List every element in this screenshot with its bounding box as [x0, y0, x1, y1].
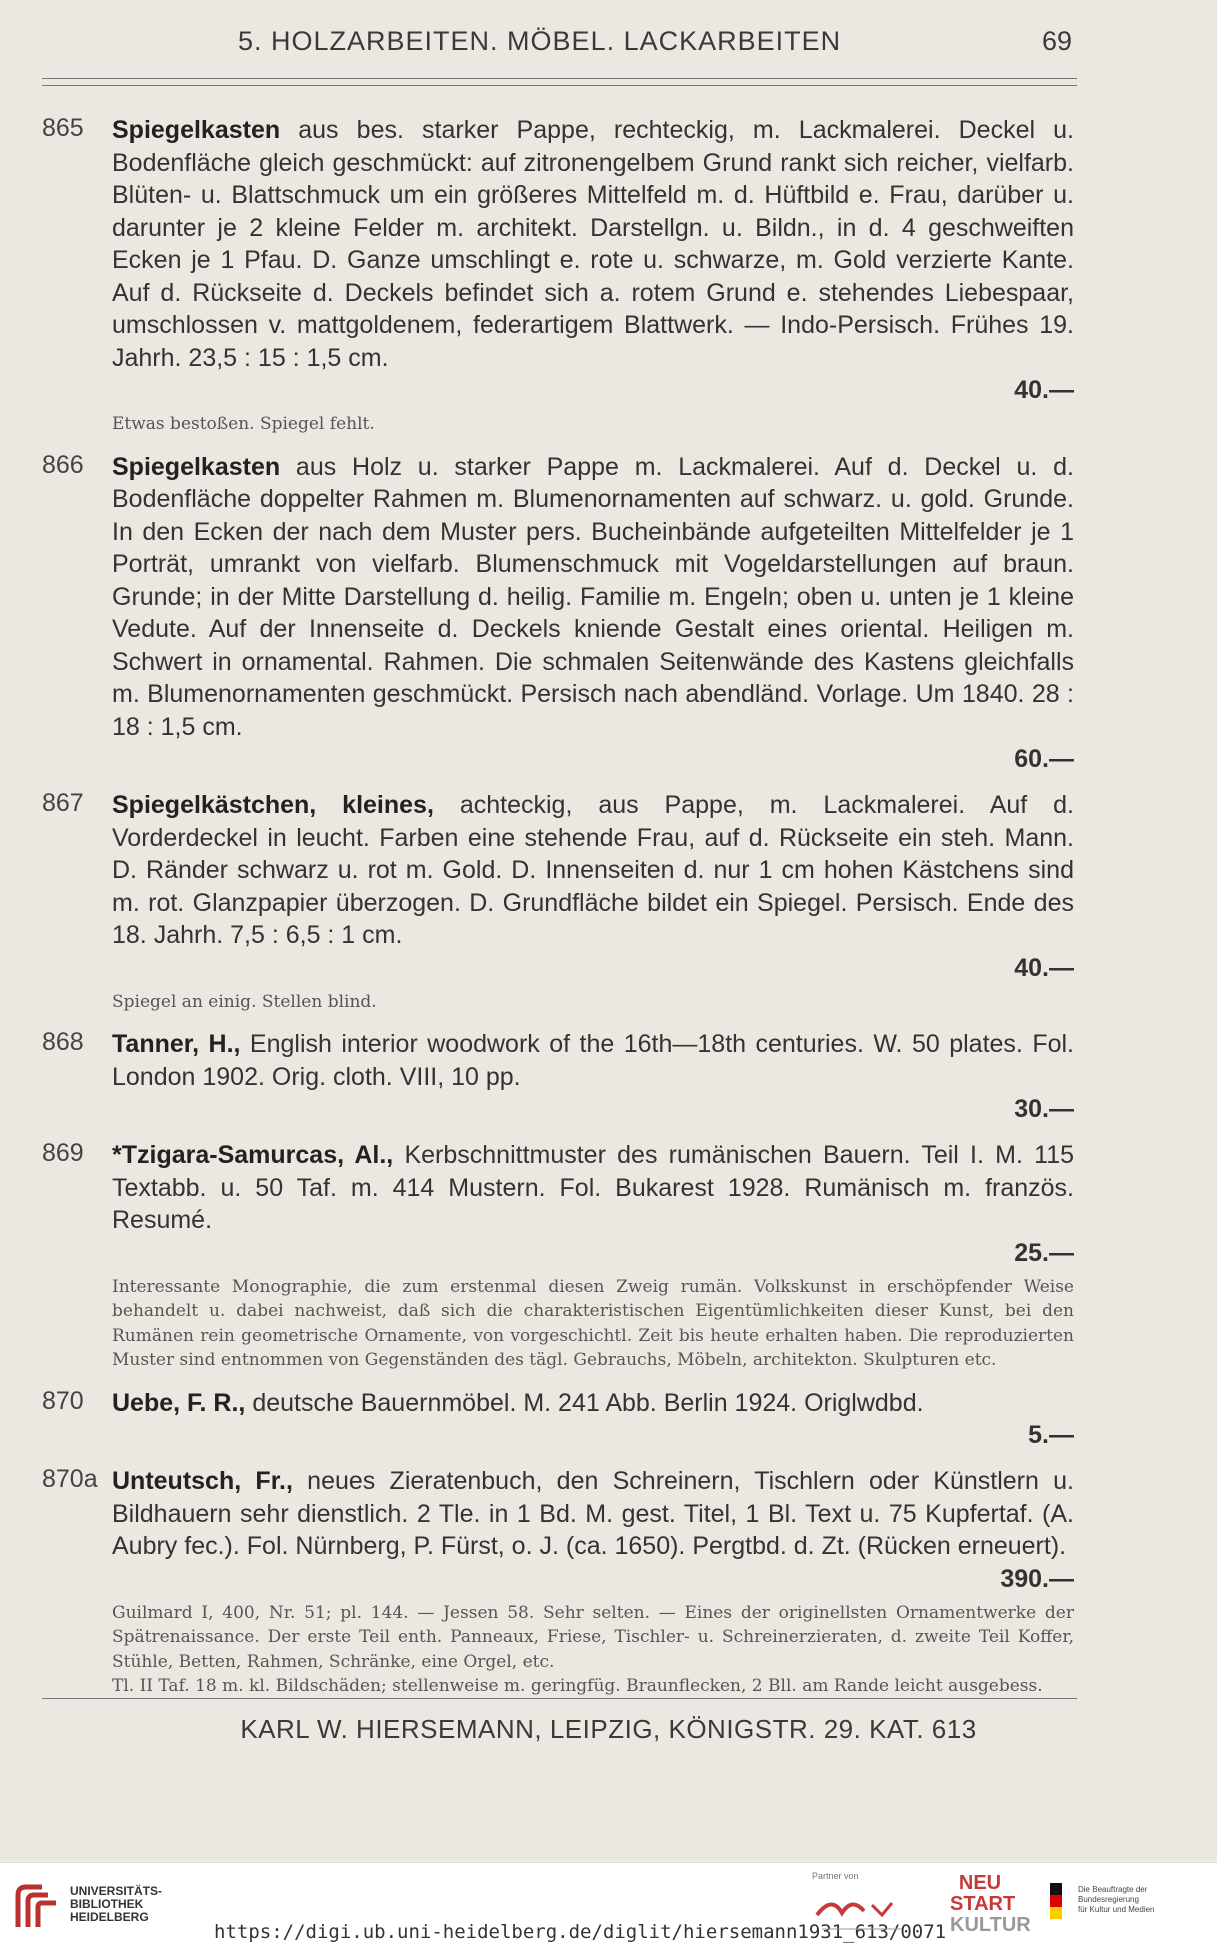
entry-title: Unteutsch, Fr.,	[112, 1467, 293, 1495]
partner-label: Partner von	[812, 1871, 859, 1881]
entry-note	[112, 1275, 1074, 1373]
entry-title: Spiegelkästchen, kleines,	[112, 791, 434, 819]
neustart-line: NEU	[958, 1872, 1002, 1894]
lot-number: 870a	[42, 1465, 98, 1493]
entry-title: Spiegelkasten	[112, 116, 281, 144]
entry-description	[112, 1465, 1074, 1595]
running-head: 5. HOLZARBEITEN. MÖBEL. LACKARBEITEN	[238, 26, 842, 56]
neustart-line: KULTUR	[950, 1914, 1031, 1936]
entry-body-text: aus Holz u. starker Pappe m. Lackmalerei. Auf d. Deckel u. d. Bodenfläche doppelter Rahmen m. Blumenornamenten auf schwarz. u. gold. Grunde. In den Ecken der nach dem Muster pers. Bucheinbände aufgeteilten Mittelfelder je 1 Porträt, umrankt von vielfarb. Blumenschmuck mit Vogeldarstellungen auf braun. Grunde; in der Mitte Darstellung d. heilig. Familie m. Engeln; oben u. unten je 1 kleine Vedute. Auf der Innenseite d. Deckels kniende Gestalt eines oriental. Heiligen m. Schwert in ornamental. Rahmen. Die schmalen Seitenwände des Kastens gleichfalls m. Blumenornamenten geschmückt. Persisch nach abendländ. Vorlage. Um 1840. 28 : 18 : 1,5 cm.	[112, 452, 1074, 741]
bund-text	[1078, 1885, 1208, 1915]
entry-note	[112, 412, 1074, 437]
bund-text-line: für Kultur und Medien	[1078, 1905, 1155, 1914]
entry-description	[112, 451, 1074, 776]
catalog-entry	[0, 789, 1217, 1014]
ub-heidelberg-logo-icon[interactable]	[12, 1881, 64, 1933]
entry-description	[112, 1139, 1074, 1269]
catalog-entry	[0, 1465, 1217, 1699]
library-name	[70, 1885, 162, 1924]
entry-body-text: aus bes. starker Pappe, rechteckig, m. Lackmalerei. Deckel u. Bodenfläche gleich geschmückt: auf zitronengelbem Grund rankt sich reicher, vielfarb. Blüten- u. Blattschmuck um ein größeres Mittelfeld m. d. Hüftbild e. Frau, darüber u. darunter je 2 kleine Felder m. architekt. Darstellgn. u. Bildn., in d. 4 geschweiften Ecken je 1 Pfau. D. Ganze umschlingt e. rote u. schwarze, m. Gold verzierte Kante. Auf d. Rückseite d. Deckels befindet sich a. rotem Grund e. stehendes Liebespaar, umschlossen v. mattgoldenem, federartigem Blattwerk. — Indo-Persisch. Frühes 19. Jahrh. 23,5 : 15 : 1,5 cm.	[112, 116, 1074, 372]
bund-text-line: Die Beauftragte der Bundesregierung	[1078, 1885, 1148, 1904]
note-paragraph: Guilmard I, 400, Nr. 51; pl. 144. — Jessen 58. Sehr selten. — Eines der originellsten Ornamentwerke der Spätrenaissance. Der erste Teil enth. Panneaux, Friese, Tischler- u. Schreinerzieraten, d. zweite Teil Koffer, Stühle, Betten, Rahmen, Schränke, eine Orgel, etc.	[112, 1602, 1074, 1672]
entry-body-text: achteckig, aus Pappe, m. Lackmalerei. Auf d. Vorderdeckel in leucht. Farben eine stehende Frau, auf d. Rückseite ein steh. Mann. D. Ränder schwarz u. rot m. Gold. D. Innenseiten d. nur 1 cm hohen Kästchens sind m. rot. Glanzpapier überzogen. D. Grundfläche bildet ein Spiegel. Persisch. Ende des 18. Jahrh. 7,5 : 6,5 : 1 cm.	[112, 791, 1074, 949]
header-rule	[42, 78, 1077, 86]
neustart-kultur-logo	[950, 1872, 1031, 1936]
entry-title: *Tzigara-Samurcas, Al.,	[112, 1141, 394, 1169]
lot-number: 866	[42, 450, 84, 479]
entry-body-text: Kerbschnittmuster des rumänischen Bauern. Teil I. M. 115 Textabb. u. 50 Taf. m. 414 Mustern. Fol. Bukarest 1928. Rumänisch m. französ. Resumé.	[112, 1141, 1075, 1234]
catalog-entry	[0, 1139, 1217, 1373]
price: 390.—	[1000, 1564, 1074, 1593]
entry-body-text: deutsche Bauernmöbel. M. 241 Abb. Berlin 1924. Origlwdbd.	[245, 1388, 924, 1417]
price: 25.—	[1014, 1238, 1074, 1267]
catalog-entry	[0, 1028, 1217, 1125]
library-name-line: UNIVERSITÄTS-	[70, 1884, 163, 1898]
lot-number: 868	[42, 1028, 84, 1056]
entry-description	[112, 1028, 1074, 1125]
entry-body-text: English interior woodwork of the 16th—18th centuries. W. 50 plates. Fol. London 1902. Orig. cloth. VIII, 10 pp.	[112, 1030, 1074, 1091]
page-number: 69	[1041, 26, 1072, 56]
entry-note	[112, 1601, 1074, 1699]
entry-title: Spiegelkasten	[112, 452, 281, 481]
neustart-line: START	[950, 1893, 1016, 1915]
digitization-footer	[0, 1862, 1217, 1953]
note-paragraph: Interessante Monographie, die zum erstenmal diesen Zweig rumän. Volkskunst in erschöpfender Weise behandelt u. dabei nachweist, daß sich die charakteristischen Eigentümlichkeiten dieser Kunst, bei den Rumänen rein geometrische Ornamente, von vorgeschichtl. Zeit bis heute erhalten haben. Die reproduzierten Muster sind entnommen von Gegenständen des tägl. Gebrauchs, Möbeln, architekton. Skulpturen etc.	[112, 1276, 1074, 1370]
footer-rule	[42, 1698, 1077, 1699]
entry-note	[112, 990, 1074, 1015]
price: 30.—	[1014, 1095, 1074, 1123]
entry-description	[112, 789, 1074, 984]
catalog-entry	[0, 1387, 1217, 1452]
note-paragraph: Spiegel an einig. Stellen blind.	[112, 991, 377, 1012]
library-name-line: HEIDELBERG	[70, 1910, 149, 1924]
permalink-url[interactable]: https://digi.ub.uni-heidelberg.de/diglit/hiersemann1931_613/0071	[214, 1921, 947, 1943]
catalog-entry	[0, 114, 1217, 437]
catalog-entries	[0, 114, 1217, 1713]
lot-number: 870	[42, 1386, 84, 1415]
catalog-entry	[0, 451, 1217, 776]
entry-title: Tanner, H.,	[112, 1030, 241, 1058]
price: 5.—	[1028, 1421, 1074, 1449]
publisher-imprint: KARL W. HIERSEMANN, LEIPZIG, KÖNIGSTR. 29. KAT. 613	[240, 1714, 977, 1744]
price: 40.—	[1014, 953, 1074, 982]
entry-description	[112, 1387, 1074, 1452]
note-paragraph: Tl. II Taf. 18 m. kl. Bildschäden; stellenweise m. geringfüg. Braunflecken, 2 Bll. am Rande leicht ausgebess.	[112, 1676, 1043, 1696]
entry-body-text: neues Zieratenbuch, den Schreinern, Tischlern oder Künstlern u. Bildhauern sehr dienstlich. 2 Tle. in 1 Bd. M. gest. Titel, 1 Bl. Text u. 75 Kupfertaf. (A. Aubry fec.). Fol. Nürnberg, P. Fürst, o. J. (ca. 1650). Pergtbd. d. Zt. (Rücken erneuert).	[112, 1467, 1074, 1560]
entry-title: Uebe, F. R.,	[112, 1388, 246, 1417]
price: 60.—	[1014, 745, 1074, 773]
library-name-line: BIBLIOTHEK	[70, 1897, 144, 1911]
lot-number: 869	[42, 1139, 84, 1167]
lot-number: 865	[42, 114, 84, 142]
partner-logo-icon	[812, 1885, 912, 1935]
price: 40.—	[1014, 376, 1074, 404]
federal-eagle-icon	[1050, 1883, 1062, 1919]
note-paragraph: Etwas bestoßen. Spiegel fehlt.	[112, 414, 375, 434]
lot-number: 867	[42, 789, 84, 817]
entry-description	[112, 114, 1074, 406]
